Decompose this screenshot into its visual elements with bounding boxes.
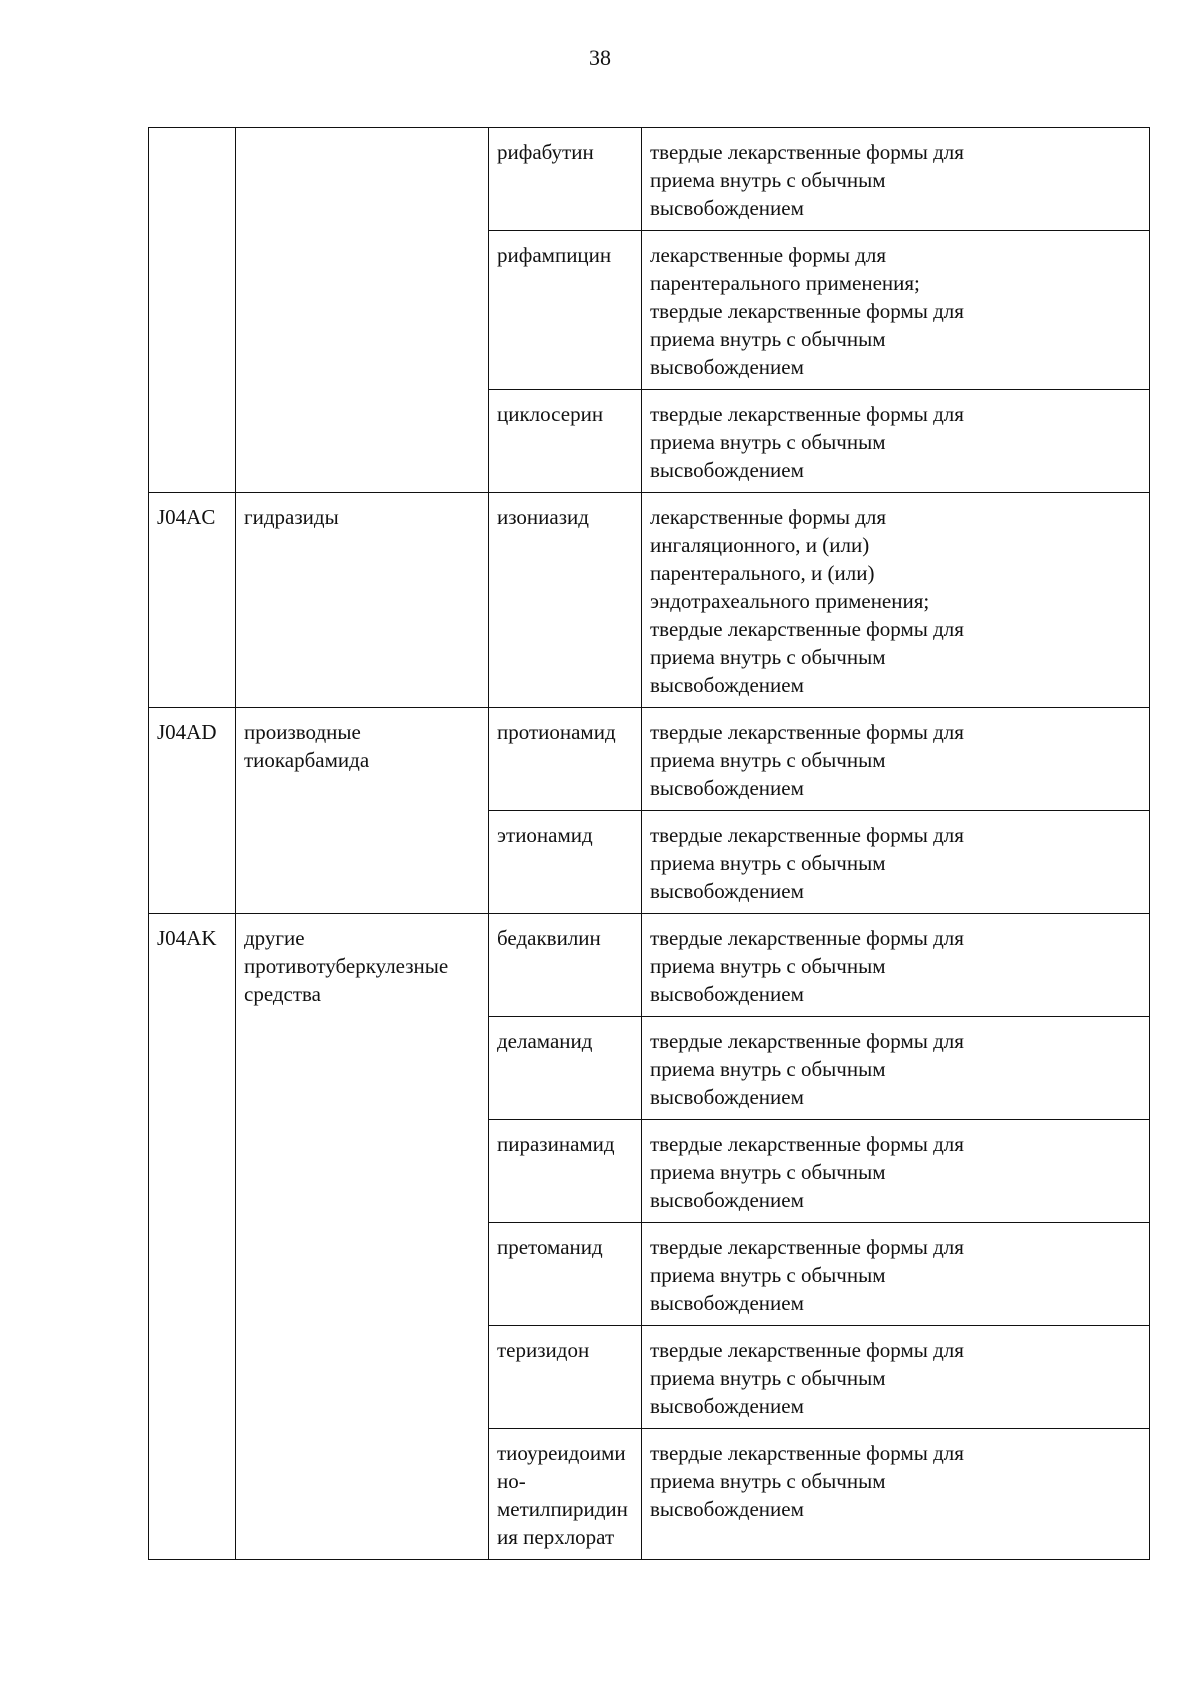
dosage-form: твердые лекарственные формы для приема внутрь с обычным высвобождением: [650, 1235, 964, 1315]
atc-code-cell: [149, 128, 236, 493]
drug-name: рифабутин: [497, 140, 594, 164]
drug-name-cell: [489, 493, 642, 708]
drug-name: бедаквилин: [497, 926, 601, 950]
dosage-form: твердые лекарственные формы для приема внутрь с обычным высвобождением: [650, 1132, 964, 1212]
group-name-cell: [236, 708, 489, 914]
drug-name: теризидон: [497, 1338, 590, 1362]
drug-name-cell: [489, 1017, 642, 1120]
group-name: производные тиокарбамида: [244, 720, 370, 772]
drug-name: этионамид: [497, 823, 593, 847]
atc-code: J04AC: [157, 505, 216, 529]
drug-name-cell: [489, 1120, 642, 1223]
dosage-form-cell: [642, 390, 1150, 493]
drug-table: [148, 127, 1150, 1560]
dosage-form-cell: [642, 708, 1150, 811]
dosage-form-cell: [642, 914, 1150, 1017]
group-name: другие противотуберкулезные средства: [244, 926, 449, 1006]
group-name: гидразиды: [244, 505, 339, 529]
dosage-form-cell: [642, 493, 1150, 708]
dosage-form: твердые лекарственные формы для приема внутрь с обычным высвобождением: [650, 926, 964, 1006]
group-name-cell: [236, 493, 489, 708]
group-name-cell: [236, 914, 489, 1560]
drug-name: циклосерин: [497, 402, 604, 426]
drug-name-cell: [489, 811, 642, 914]
dosage-form: твердые лекарственные формы для приема внутрь с обычным высвобождением: [650, 1029, 964, 1109]
drug-name: протионамид: [497, 720, 616, 744]
drug-name-cell: [489, 708, 642, 811]
drug-name-cell: [489, 914, 642, 1017]
dosage-form: твердые лекарственные формы для приема внутрь с обычным высвобождением: [650, 720, 964, 800]
drug-name-cell: [489, 1223, 642, 1326]
drug-name-cell: [489, 390, 642, 493]
dosage-form-cell: [642, 1326, 1150, 1429]
dosage-form-cell: [642, 231, 1150, 390]
drug-name: пиразинамид: [497, 1132, 615, 1156]
dosage-form-cell: [642, 1120, 1150, 1223]
dosage-form-cell: [642, 1429, 1150, 1560]
dosage-form-cell: [642, 128, 1150, 231]
dosage-form: твердые лекарственные формы для приема внутрь с обычным высвобождением: [650, 140, 964, 220]
dosage-form-cell: [642, 1017, 1150, 1120]
atc-code-cell: [149, 914, 236, 1560]
atc-code-cell: [149, 493, 236, 708]
drug-name-cell: [489, 231, 642, 390]
drug-name: изониазид: [497, 505, 589, 529]
dosage-form: твердые лекарственные формы для приема внутрь с обычным высвобождением: [650, 823, 964, 903]
drug-name: деламанид: [497, 1029, 593, 1053]
dosage-form: твердые лекарственные формы для приема внутрь с обычным высвобождением: [650, 1441, 964, 1521]
dosage-form: лекарственные формы для парентерального применения; твердые лекарственные формы для приема внутрь с обычным высвобождением: [650, 243, 964, 379]
table-row: [149, 128, 1150, 231]
table-row: [149, 493, 1150, 708]
drug-name-cell: [489, 128, 642, 231]
drug-name-cell: [489, 1429, 642, 1560]
dosage-form-cell: [642, 1223, 1150, 1326]
drug-name-cell: [489, 1326, 642, 1429]
drug-table-body: [149, 128, 1150, 1560]
dosage-form: твердые лекарственные формы для приема внутрь с обычным высвобождением: [650, 1338, 964, 1418]
group-name-cell: [236, 128, 489, 493]
dosage-form-cell: [642, 811, 1150, 914]
drug-name: претоманид: [497, 1235, 603, 1259]
table-row: [149, 708, 1150, 811]
atc-code: J04AD: [157, 720, 217, 744]
dosage-form: лекарственные формы для ингаляционного, и (или) парентерального, и (или) эндотрахеального применения; твердые лекарственные формы для приема внутрь с обычным высвобождением: [650, 505, 964, 697]
table-row: [149, 914, 1150, 1017]
atc-code-cell: [149, 708, 236, 914]
dosage-form: твердые лекарственные формы для приема внутрь с обычным высвобождением: [650, 402, 964, 482]
atc-code: J04AK: [157, 926, 217, 950]
drug-name: рифампицин: [497, 243, 612, 267]
page-number: 38: [589, 45, 611, 70]
drug-name: тиоуреидоими но- метилпиридин ия перхлорат: [497, 1441, 628, 1549]
